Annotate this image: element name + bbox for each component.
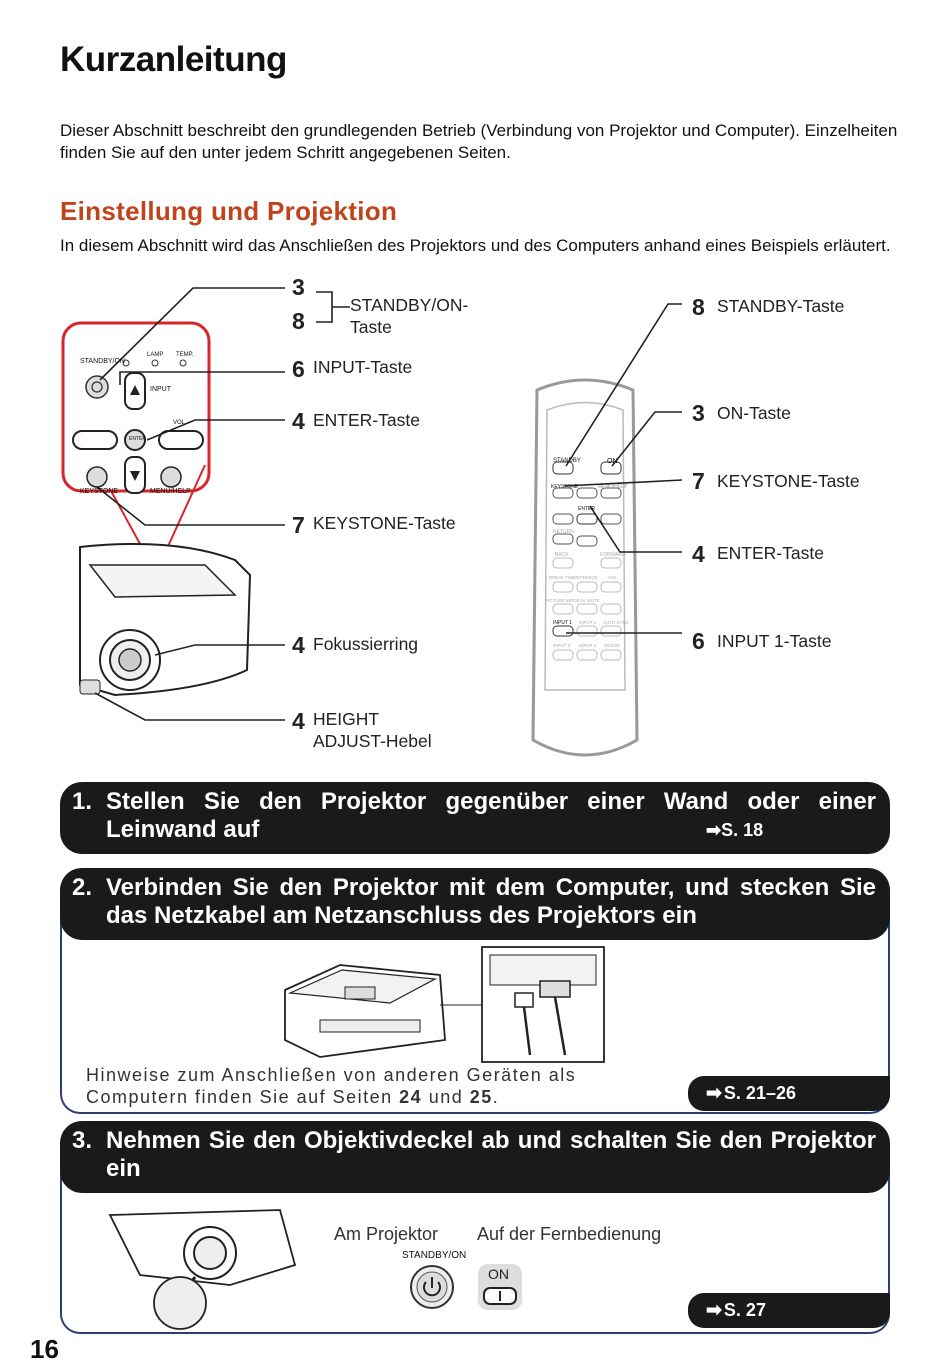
page-ref: S. 21–26 — [723, 1083, 796, 1103]
remote-leader-lines — [560, 290, 690, 650]
remote-label-av-mute: AV MUTE — [580, 598, 600, 603]
note-text: Hinweise zum Anschließen von anderen Geräten als Computern finden Sie auf Seiten — [86, 1065, 577, 1107]
remote-label-standby: STANDBY — [553, 458, 581, 464]
callout-num: 6 — [292, 356, 305, 382]
step-number: 2. — [72, 874, 93, 901]
note-text: . — [492, 1087, 500, 1107]
remote-on-label: ON — [488, 1266, 509, 1282]
step-1-ref — [706, 820, 763, 841]
callout-bracket — [314, 290, 352, 328]
note-page-ref: 24 — [399, 1087, 423, 1107]
step-number: 1. — [72, 788, 93, 815]
arrow-right-icon: ➡ — [706, 1300, 722, 1321]
callout-num: 4 — [292, 632, 305, 658]
remote-label-input2: INPUT 2 — [579, 620, 597, 625]
callout-label-standby-on: STANDBY/ON-Taste — [350, 295, 469, 337]
step-3-on-projector: Am Projektor — [334, 1224, 439, 1244]
remote-label-freeze: FREEZE — [580, 575, 598, 580]
remote-label-auto-sync: AUTO SYNC — [603, 620, 630, 625]
step-2-bar — [60, 868, 890, 940]
callout-label-keystone: KEYSTONE-Taste — [313, 513, 456, 533]
callout-label-height-adjust: HEIGHT ADJUST-Hebel — [313, 709, 432, 751]
callout-num: 4 — [692, 541, 705, 567]
panel-label-vol: VOL — [173, 420, 186, 426]
step-3-ref — [688, 1293, 890, 1328]
remote-label-back: BACK — [555, 552, 569, 558]
remote-callout-keystone: KEYSTONE-Taste — [717, 471, 860, 491]
connection-illustration — [280, 945, 610, 1065]
callout-label-focus: Fokussierring — [313, 634, 419, 654]
step-1-text: Stellen Sie den Projektor gegenüber einer Wand oder einer Leinwand auf — [106, 788, 876, 843]
panel-label-enter: ENTER — [129, 436, 146, 442]
step-2-text: Verbinden Sie den Projektor mit dem Computer, und stecken Sie das Netzkabel am Netzanschluss des Projektors ein — [106, 874, 876, 929]
remote-callout-standby: STANDBY-Taste — [717, 296, 845, 316]
callout-num: 7 — [692, 468, 705, 494]
remote-label-enter: ENTER — [578, 506, 595, 512]
remote-callout-input1: INPUT 1-Taste — [717, 631, 832, 651]
step-3-on-remote: Auf der Fernbedienung — [477, 1224, 662, 1244]
callout-num: 3 — [692, 400, 705, 426]
remote-label-input3: INPUT 3 — [553, 643, 571, 648]
panel-label-input: INPUT — [150, 386, 171, 393]
callout-num: 8 — [692, 294, 705, 320]
section-intro: In diesem Abschnitt wird das Anschließen des Projektors und des Computers anhand eines Beispiels erläutert. — [60, 236, 891, 255]
lens-cap-illustration — [100, 1205, 300, 1335]
callout-num: 7 — [292, 512, 305, 538]
panel-label-standby: STANDBY/ON — [80, 358, 125, 365]
remote-label-menu-help: MENU/HELP — [598, 484, 628, 490]
panel-label-lamp: LAMP — [147, 352, 164, 358]
panel-label-temp: TEMP. — [176, 352, 194, 358]
callout-num: 6 — [692, 628, 705, 654]
arrow-right-icon: ➡ — [706, 1083, 722, 1104]
arrow-right-icon: ➡ — [706, 820, 722, 840]
step-3-text: Nehmen Sie den Objektivdeckel ab und schalten Sie den Projektor ein — [106, 1127, 876, 1182]
remote-label-return: RETURN — [553, 529, 574, 535]
remote-label-forward: FORWARD — [600, 552, 626, 558]
callout-num: 8 — [292, 308, 305, 334]
callout-label-enter: ENTER-Taste — [313, 410, 420, 430]
remote-label-on: ON — [607, 458, 618, 465]
step-3-bar — [60, 1121, 890, 1193]
page-ref: S. 27 — [723, 1300, 766, 1320]
page-title: Kurzanleitung — [60, 40, 287, 79]
remote-label-vol: VOL — [608, 575, 618, 580]
callout-num: 3 — [292, 274, 305, 300]
page-ref: S. 18 — [721, 820, 764, 840]
step-1-bar — [60, 782, 890, 854]
standby-on-label: STANDBY/ON — [402, 1250, 467, 1261]
remote-callout-enter: ENTER-Taste — [717, 543, 824, 563]
remote-callout-on: ON-Taste — [717, 403, 791, 423]
step-number: 3. — [72, 1127, 93, 1154]
remote-label-picture-mode: PICTURE MODE — [545, 598, 580, 603]
note-page-ref: 25 — [469, 1087, 493, 1107]
remote-label-input4: INPUT 4 — [579, 643, 597, 648]
page-intro: Dieser Abschnitt beschreibt den grundlegenden Betrieb (Verbindung von Projektor und Computer). Einzelheiten finden Sie auf den unter jedem Schritt angegebenen Seiten. — [60, 121, 898, 162]
callout-num: 4 — [292, 408, 305, 434]
standby-power-icon — [409, 1264, 455, 1310]
step-2-ref — [688, 1076, 890, 1111]
section-title: Einstellung und Projektion — [60, 196, 398, 226]
remote-label-resize: RESIZE — [604, 643, 621, 648]
remote-label-keystone: KEYSTONE — [551, 484, 579, 490]
step-2-note — [86, 1064, 626, 1108]
page-number: 16 — [30, 1334, 59, 1364]
callout-num: 4 — [292, 708, 305, 734]
remote-label-input1: INPUT 1 — [553, 620, 573, 626]
panel-label-menu-help: MENU/HELP — [150, 488, 191, 495]
projector-illustration — [55, 275, 315, 745]
callout-label-input: INPUT-Taste — [313, 357, 413, 377]
note-text: und — [422, 1087, 470, 1107]
panel-label-keystone: KEYSTONE — [80, 488, 118, 495]
remote-label-break-timer: BREAK TIMER — [549, 575, 580, 580]
